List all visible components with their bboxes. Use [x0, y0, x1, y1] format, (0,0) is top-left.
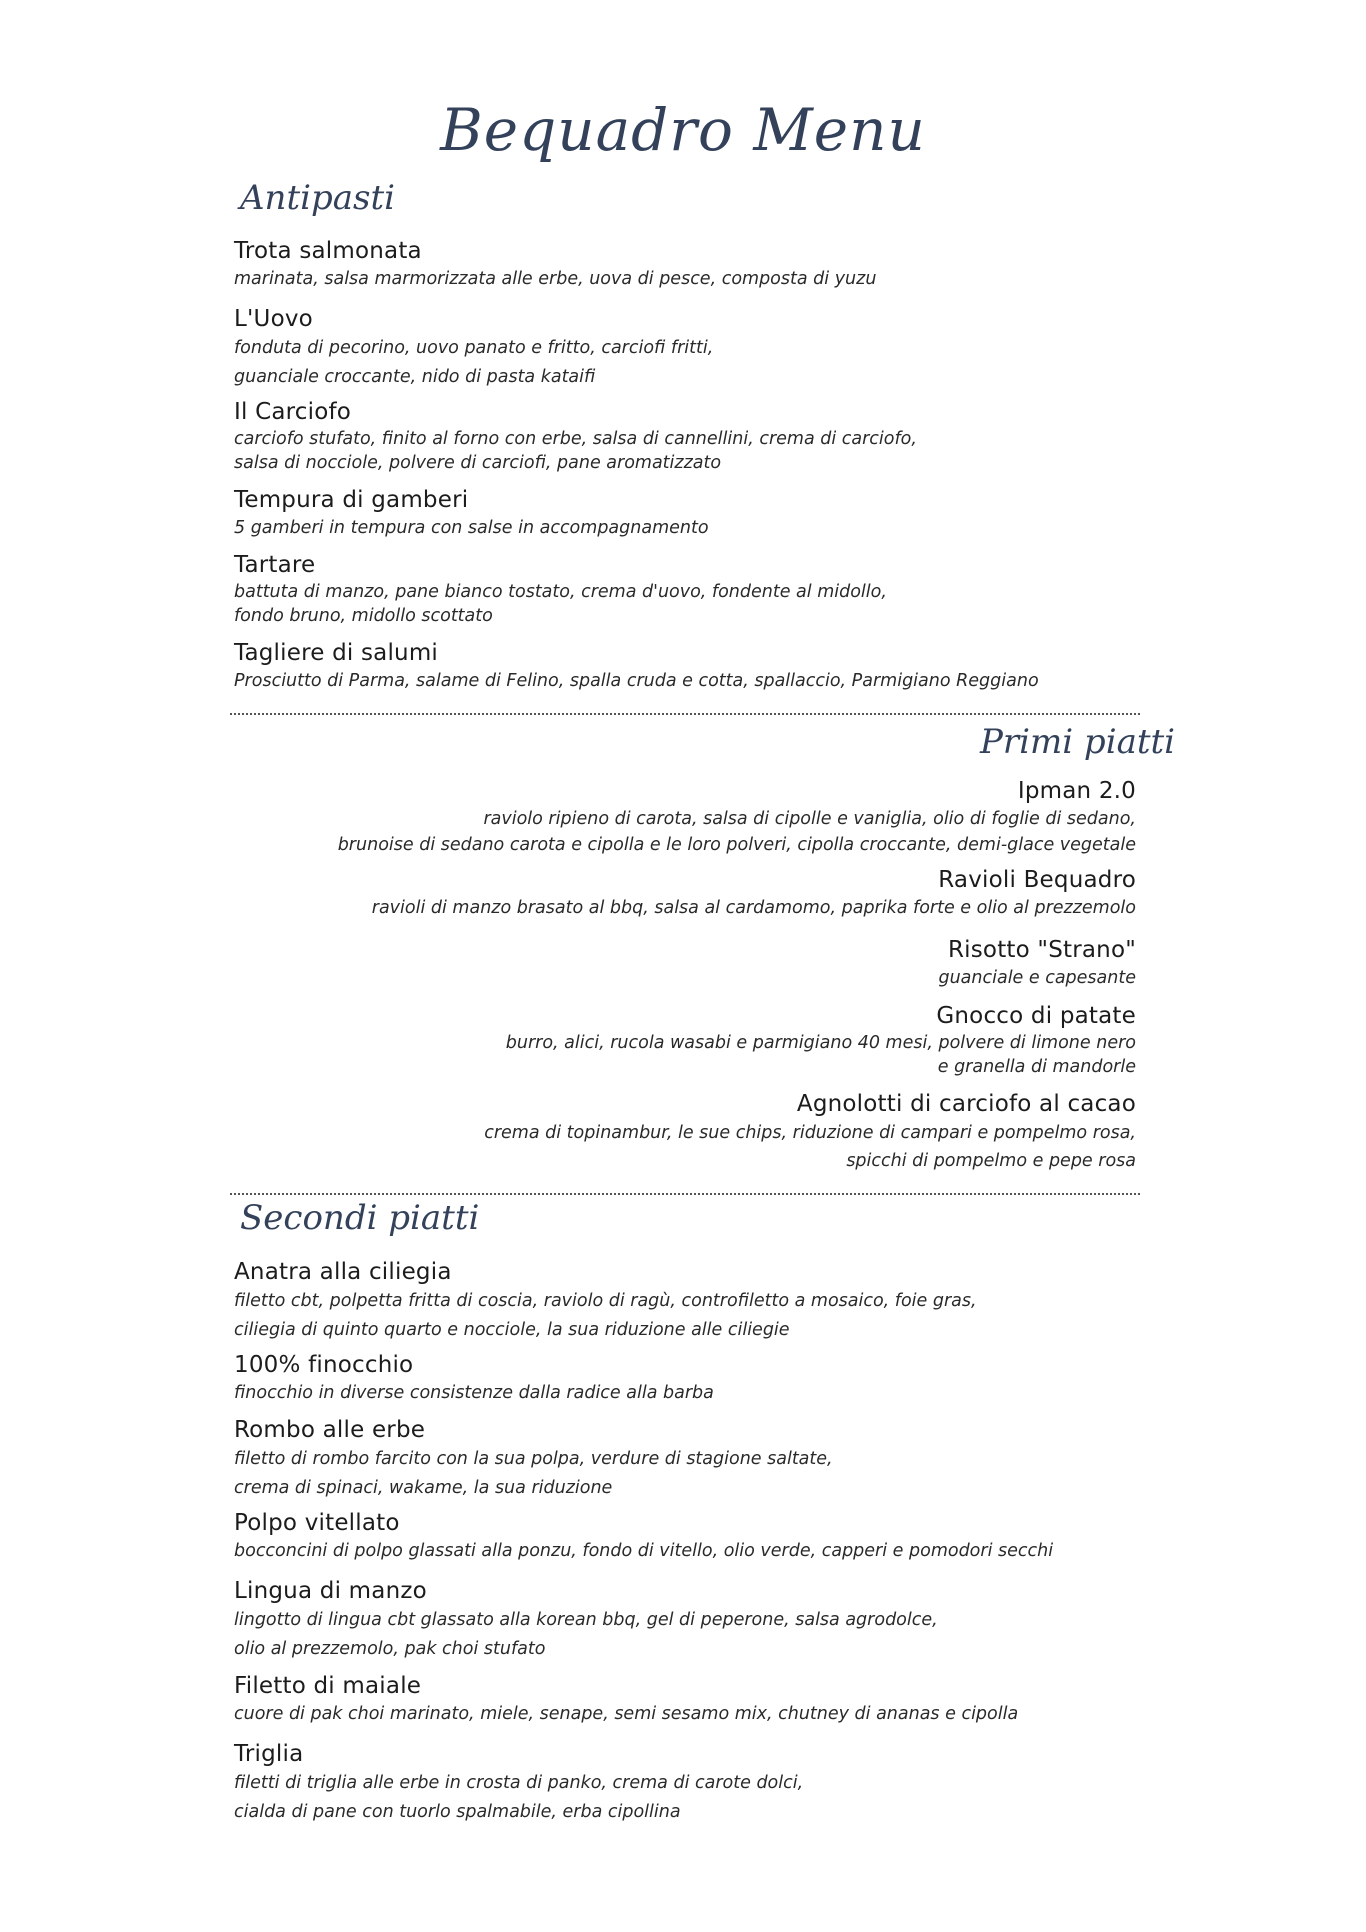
dish-description: finocchio in diverse consistenze dalla radice alla barba: [234, 1383, 714, 1403]
section-divider: [230, 1193, 1140, 1195]
dish-item: [236, 865, 1136, 921]
dish-item: [234, 550, 1134, 628]
dish-name: Il Carciofo: [234, 399, 352, 425]
dish-description: burro, alici, rucola wasabi e parmigiano 40 mesi, polvere di limone nero e granella di mandorle: [505, 1033, 1136, 1077]
dish-item: [234, 397, 1134, 475]
dish-name: Risotto "Strano": [947, 937, 1136, 963]
dish-item: [236, 935, 1136, 991]
dish-name: Tagliere di salumi: [234, 640, 439, 666]
dish-item: [236, 776, 1136, 858]
dish-item: [234, 1257, 1134, 1345]
dish-name: Rombo alle erbe: [234, 1417, 426, 1443]
dish-name: Ravioli Bequadro: [938, 867, 1136, 893]
dish-item: [234, 236, 1134, 292]
dish-item: [234, 1508, 1134, 1564]
dish-item: [234, 1350, 1134, 1406]
dish-item: [234, 304, 1134, 392]
dish-description: lingotto di lingua cbt glassato alla korean bbq, gel di peperone, salsa agrodolce, olio al prezzemolo, pak choi stufato: [234, 1610, 938, 1659]
dish-description: crema di topinambur, le sue chips, riduzione di campari e pompelmo rosa, spicchi di pompelmo e pepe rosa: [484, 1123, 1136, 1171]
dish-name: L'Uovo: [234, 306, 313, 332]
dish-name: Gnocco di patate: [936, 1003, 1136, 1029]
dish-description: bocconcini di polpo glassati alla ponzu, fondo di vitello, olio verde, capperi e pomodori secchi: [234, 1541, 1054, 1561]
dish-item: [234, 638, 1134, 694]
section-divider: [230, 713, 1140, 715]
dish-name: Tartare: [234, 552, 316, 578]
dish-name: Agnolotti di carciofo al cacao: [796, 1091, 1136, 1117]
dish-item: [234, 485, 1134, 541]
section-title-secondi: Secondi piatti: [240, 1198, 480, 1238]
dish-item: [234, 1415, 1134, 1503]
dish-description: cuore di pak choi marinato, miele, senape, semi sesamo mix, chutney di ananas e cipolla: [234, 1704, 1019, 1724]
dish-description: raviolo ripieno di carota, salsa di cipolle e vaniglia, olio di foglie di sedano, brunoise di sedano carota e cipolla e le loro polveri, cipolla croccante, demi-glace vegetale: [337, 809, 1136, 855]
dish-item: [234, 1671, 1134, 1727]
section-title-primi: Primi piatti: [980, 722, 1176, 762]
menu-title: Bequadro Menu: [440, 96, 926, 164]
dish-item: [236, 1089, 1136, 1175]
dish-name: 100% finocchio: [234, 1352, 414, 1378]
dish-description: fonduta di pecorino, uovo panato e fritto, carciofi fritti, guanciale croccante, nido di pasta kataifi: [234, 338, 714, 387]
dish-name: Anatra alla ciliegia: [234, 1259, 452, 1285]
dish-description: filetto cbt, polpetta fritta di coscia, raviolo di ragù, controfiletto a mosaico, foie gras, ciliegia di quinto quarto e nocciole, la sua riduzione alle ciliegie: [234, 1291, 977, 1340]
dish-description: 5 gamberi in tempura con salse in accompagnamento: [234, 518, 709, 538]
dish-name: Trota salmonata: [234, 238, 422, 264]
dish-name: Ipman 2.0: [1017, 778, 1136, 804]
dish-name: Filetto di maiale: [234, 1673, 422, 1699]
dish-description: Prosciutto di Parma, salame di Felino, spalla cruda e cotta, spallaccio, Parmigiano Reggiano: [234, 671, 1039, 691]
dish-name: Triglia: [234, 1741, 304, 1767]
dish-description: carciofo stufato, finito al forno con erbe, salsa di cannellini, crema di carciofo, salsa di nocciole, polvere di carciofi, pane aromatizzato: [234, 429, 917, 473]
dish-description: marinata, salsa marmorizzata alle erbe, uova di pesce, composta di yuzu: [234, 269, 877, 289]
dish-name: Polpo vitellato: [234, 1510, 400, 1536]
dish-description: battuta di manzo, pane bianco tostato, crema d'uovo, fondente al midollo, fondo bruno, midollo scottato: [234, 582, 887, 626]
dish-description: filetti di triglia alle erbe in crosta di panko, crema di carote dolci, cialda di pane con tuorlo spalmabile, erba cipollina: [234, 1773, 804, 1822]
dish-description: ravioli di manzo brasato al bbq, salsa al cardamomo, paprika forte e olio al prezzemolo: [371, 898, 1136, 918]
dish-item: [234, 1739, 1134, 1827]
section-title-antipasti: Antipasti: [240, 178, 396, 218]
dish-name: Tempura di gamberi: [234, 487, 469, 513]
dish-name: Lingua di manzo: [234, 1578, 427, 1604]
dish-description: filetto di rombo farcito con la sua polpa, verdure di stagione saltate, crema di spinaci, wakame, la sua riduzione: [234, 1449, 833, 1498]
dish-description: guanciale e capesante: [938, 968, 1136, 988]
dish-item: [236, 1001, 1136, 1079]
dish-item: [234, 1576, 1134, 1664]
